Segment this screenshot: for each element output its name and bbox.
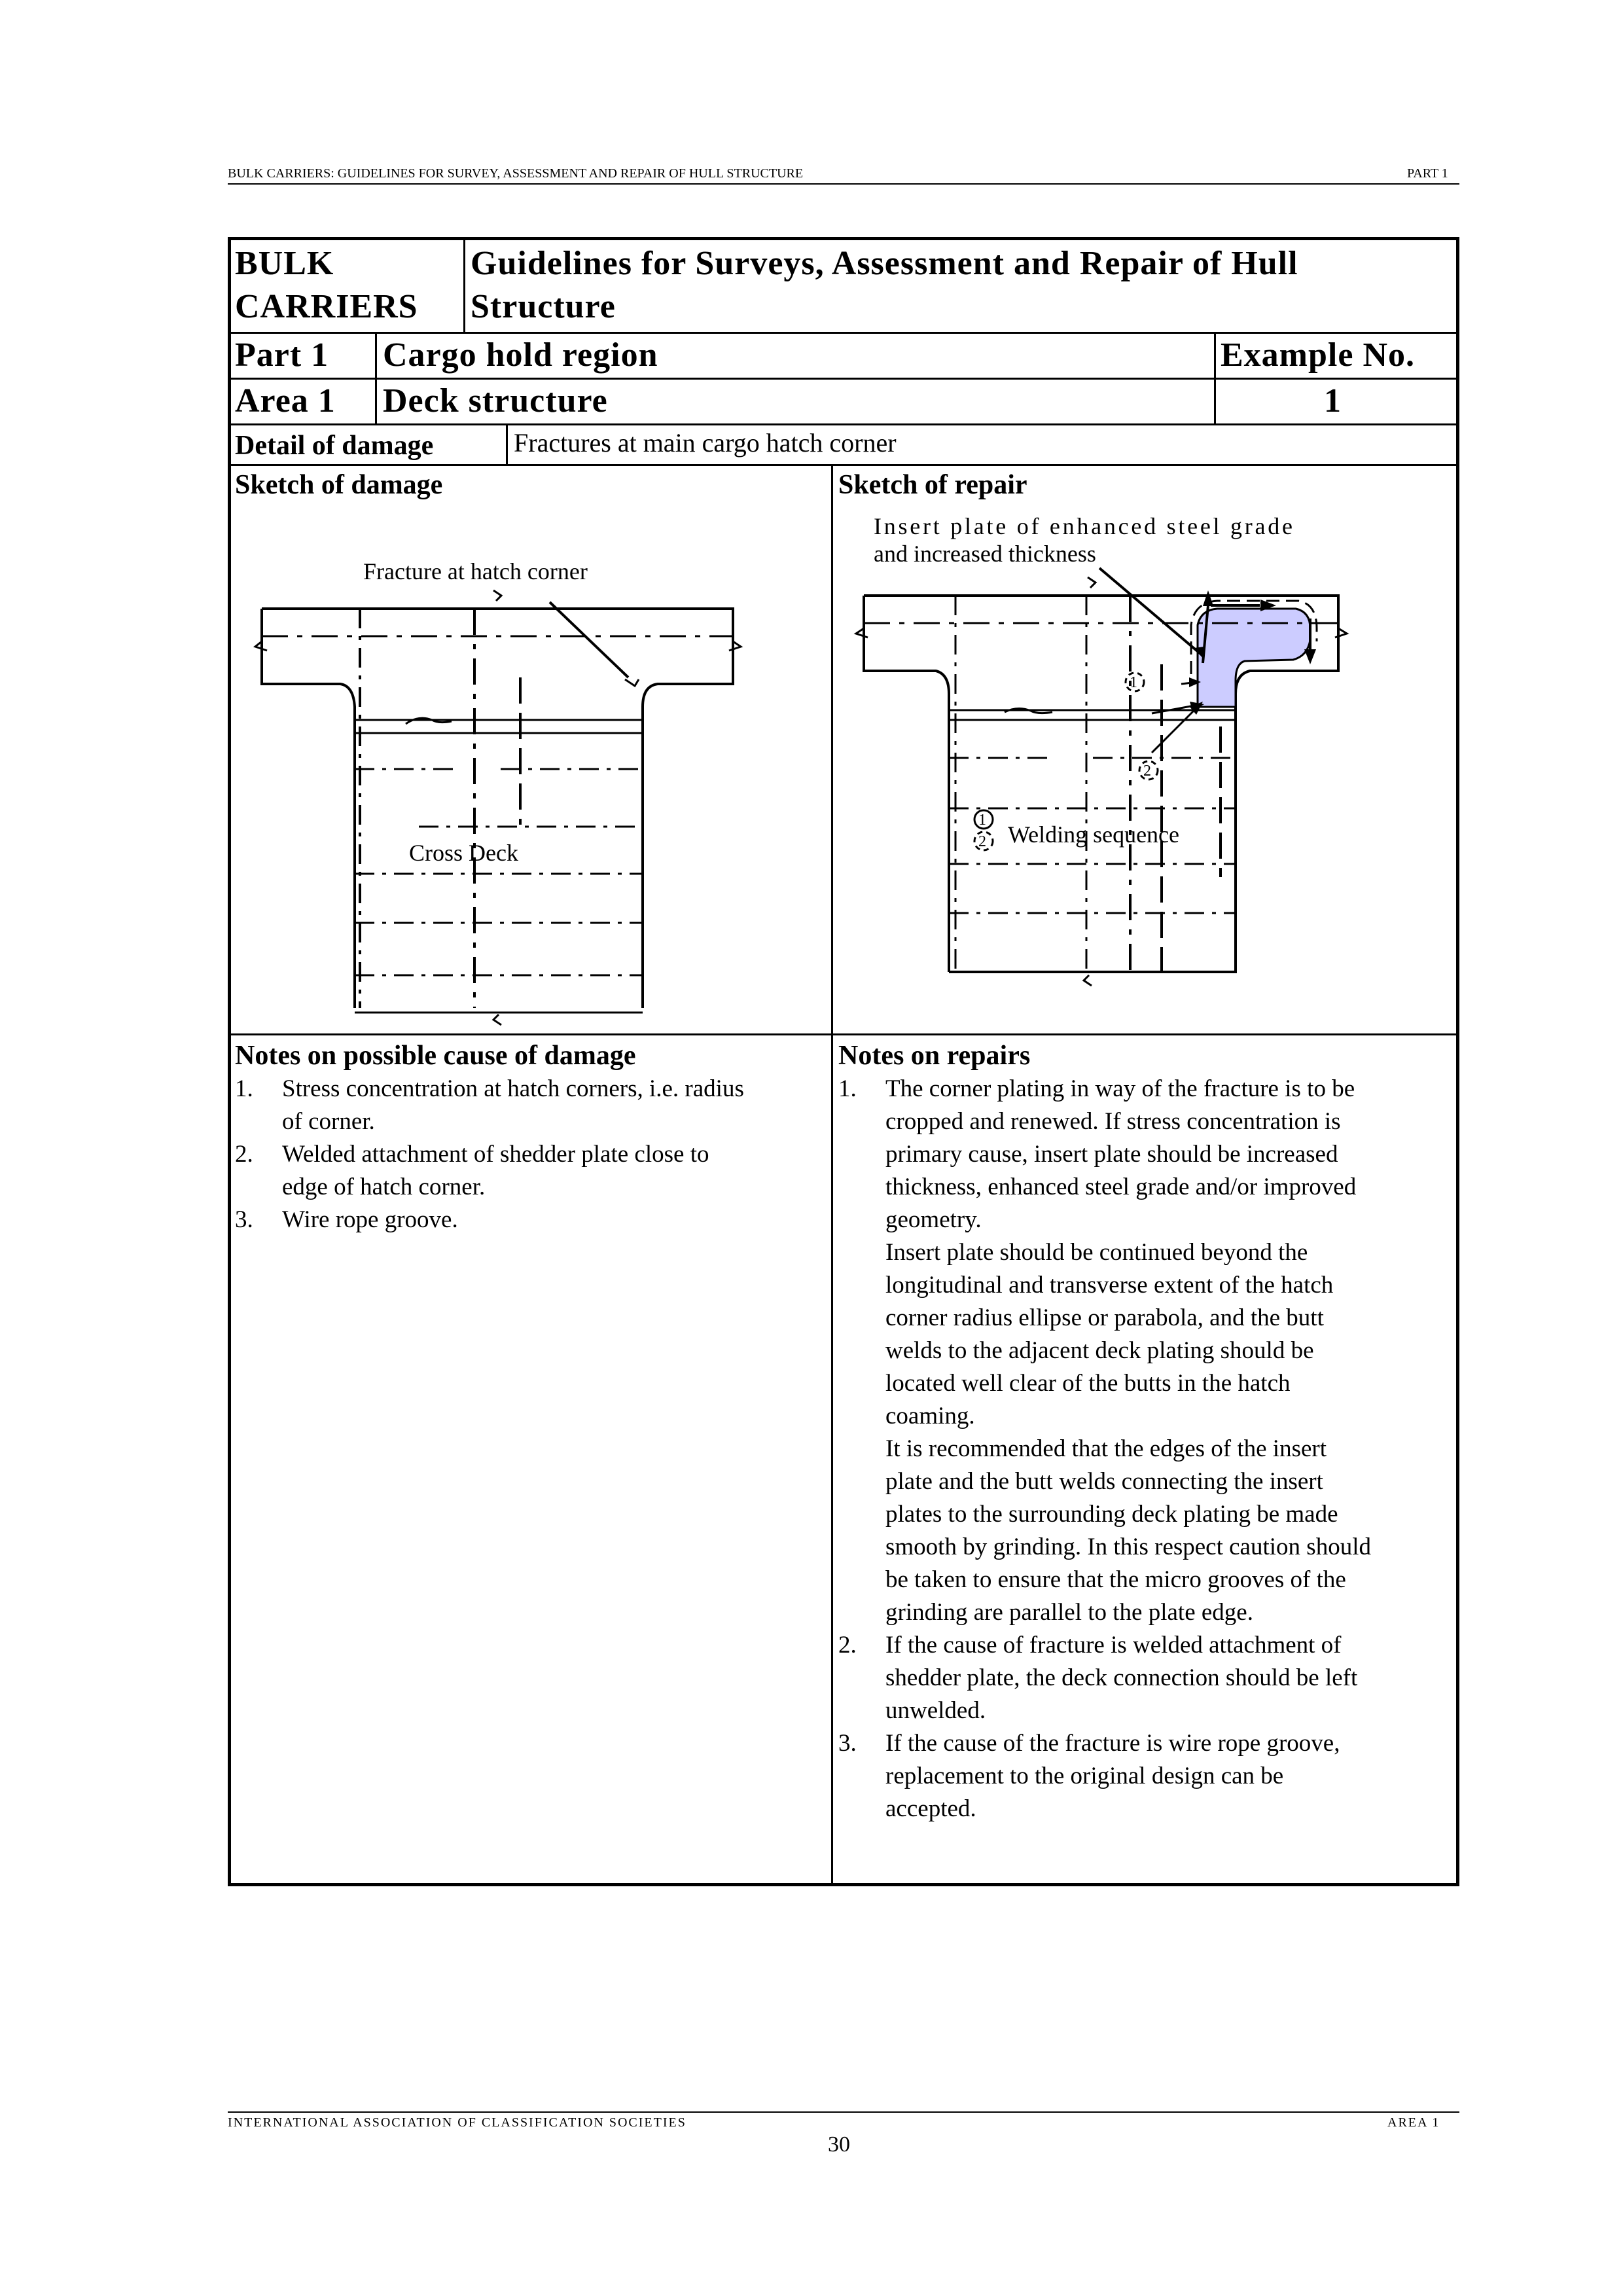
detail-label: Detail of damage — [235, 431, 434, 461]
col-divider — [463, 240, 465, 332]
cross-deck-label: Cross Deck — [409, 840, 518, 866]
seq-marker-2: 2 — [1143, 762, 1151, 780]
doc-title-line1: Guidelines for Surveys, Assessment and Repair of Hull — [471, 245, 1298, 282]
damage-repair-table — [228, 237, 1459, 1886]
cause-line: Stress concentration at hatch corners, i.e. radius — [282, 1075, 744, 1102]
repair-line: It is recommended that the edges of the insert — [885, 1435, 1327, 1462]
repair-line: shedder plate, the deck connection should be left — [885, 1664, 1358, 1691]
repair-line: cropped and renewed. If stress concentration is — [885, 1108, 1341, 1135]
welding-sequence-label: Welding sequence — [1008, 821, 1180, 848]
repair-line: The corner plating in way of the fracture is to be — [885, 1075, 1355, 1102]
cause-line: Wire rope groove. — [282, 1206, 458, 1233]
repair-line: located well clear of the butts in the hatch — [885, 1370, 1291, 1397]
repair-item — [838, 1629, 1457, 1727]
example-number: 1 — [1324, 382, 1342, 420]
repair-line: If the cause of fracture is welded attachment of — [885, 1632, 1342, 1659]
running-header-title: BULK CARRIERS: GUIDELINES FOR SURVEY, ASSESSMENT AND REPAIR OF HULL STRUCTURE — [228, 166, 804, 181]
row-divider — [231, 1033, 1456, 1035]
repair-line: coaming. — [885, 1403, 975, 1429]
seq-marker-1: 1 — [1130, 674, 1137, 691]
insert-plate-label-line2: and increased thickness — [874, 541, 1096, 567]
col-divider — [506, 423, 508, 464]
repair-line: plates to the surrounding deck plating be made — [885, 1501, 1338, 1528]
notes-repair-list — [838, 1073, 1457, 1825]
repair-line: replacement to the original design can be — [885, 1763, 1284, 1789]
repair-line: plate and the butt welds connecting the insert — [885, 1468, 1323, 1495]
doc-title-line2: Structure — [471, 288, 616, 325]
repair-line: geometry. — [885, 1206, 982, 1233]
cause-item — [235, 1204, 824, 1236]
cause-line: Welded attachment of shedder plate close to — [282, 1141, 709, 1168]
col-divider — [1214, 332, 1216, 423]
row-divider — [231, 332, 1456, 334]
cause-number: 2. — [235, 1141, 253, 1168]
detail-value: Fractures at main cargo hatch corner — [514, 428, 897, 457]
notes-cause-label: Notes on possible cause of damage — [235, 1041, 636, 1071]
repair-number: 1. — [838, 1075, 857, 1102]
area-value: Deck structure — [383, 382, 608, 420]
col-divider — [375, 332, 377, 423]
repair-line: Insert plate should be continued beyond the — [885, 1239, 1308, 1266]
repair-line: unwelded. — [885, 1697, 986, 1724]
repair-item — [838, 1727, 1457, 1825]
example-label: Example No. — [1221, 336, 1415, 374]
repair-sketch — [844, 511, 1407, 1028]
header-rule — [228, 183, 1459, 185]
col-divider — [831, 464, 833, 1886]
repair-number: 3. — [838, 1730, 857, 1757]
row-divider — [231, 464, 1456, 466]
notes-cause-list — [235, 1073, 824, 1236]
insert-plate-label-line1: Insert plate of enhanced steel grade — [874, 513, 1293, 539]
cause-number: 3. — [235, 1206, 253, 1233]
repair-line: welds to the adjacent deck plating should be — [885, 1337, 1314, 1364]
sketch-damage-label: Sketch of damage — [235, 470, 443, 500]
repair-item — [838, 1073, 1457, 1629]
sketch-repair-label: Sketch of repair — [838, 470, 1027, 500]
part-label: Part 1 — [235, 336, 329, 374]
repair-line: accepted. — [885, 1795, 976, 1822]
repair-line: If the cause of the fracture is wire rope groove, — [885, 1730, 1340, 1757]
fracture-label: Fracture at hatch corner — [363, 558, 588, 584]
footer-rule — [228, 2111, 1459, 2113]
repair-line: primary cause, insert plate should be increased — [885, 1141, 1338, 1168]
repair-line: be taken to ensure that the micro grooves of the — [885, 1566, 1346, 1593]
cause-number: 1. — [235, 1075, 253, 1102]
footer-area: AREA 1 — [1387, 2115, 1440, 2130]
seq-marker-2-legend: 2 — [978, 833, 986, 850]
repair-line: corner radius ellipse or parabola, and the butt — [885, 1304, 1324, 1331]
damage-sketch — [242, 511, 753, 1028]
footer-organization: INTERNATIONAL ASSOCIATION OF CLASSIFICATION SOCIETIES — [228, 2115, 687, 2130]
doc-category-line2: CARRIERS — [235, 288, 418, 325]
repair-line: smooth by grinding. In this respect caution should — [885, 1534, 1371, 1560]
doc-category-line1: BULK — [235, 245, 334, 282]
cause-line: edge of hatch corner. — [282, 1174, 486, 1200]
area-label: Area 1 — [235, 382, 336, 420]
cause-item — [235, 1138, 824, 1204]
seq-marker-1-legend: 1 — [978, 812, 986, 829]
notes-repair-label: Notes on repairs — [838, 1041, 1031, 1071]
repair-line: longitudinal and transverse extent of the hatch — [885, 1272, 1334, 1299]
repair-line: thickness, enhanced steel grade and/or improved — [885, 1174, 1357, 1200]
cause-line: of corner. — [282, 1108, 375, 1135]
part-value: Cargo hold region — [383, 336, 658, 374]
row-divider — [231, 423, 1456, 425]
running-header-part: PART 1 — [1407, 166, 1448, 181]
cause-item — [235, 1073, 824, 1138]
row-divider — [231, 378, 1456, 380]
repair-line: grinding are parallel to the plate edge. — [885, 1599, 1253, 1626]
page-number: 30 — [828, 2132, 850, 2157]
repair-number: 2. — [838, 1632, 857, 1659]
